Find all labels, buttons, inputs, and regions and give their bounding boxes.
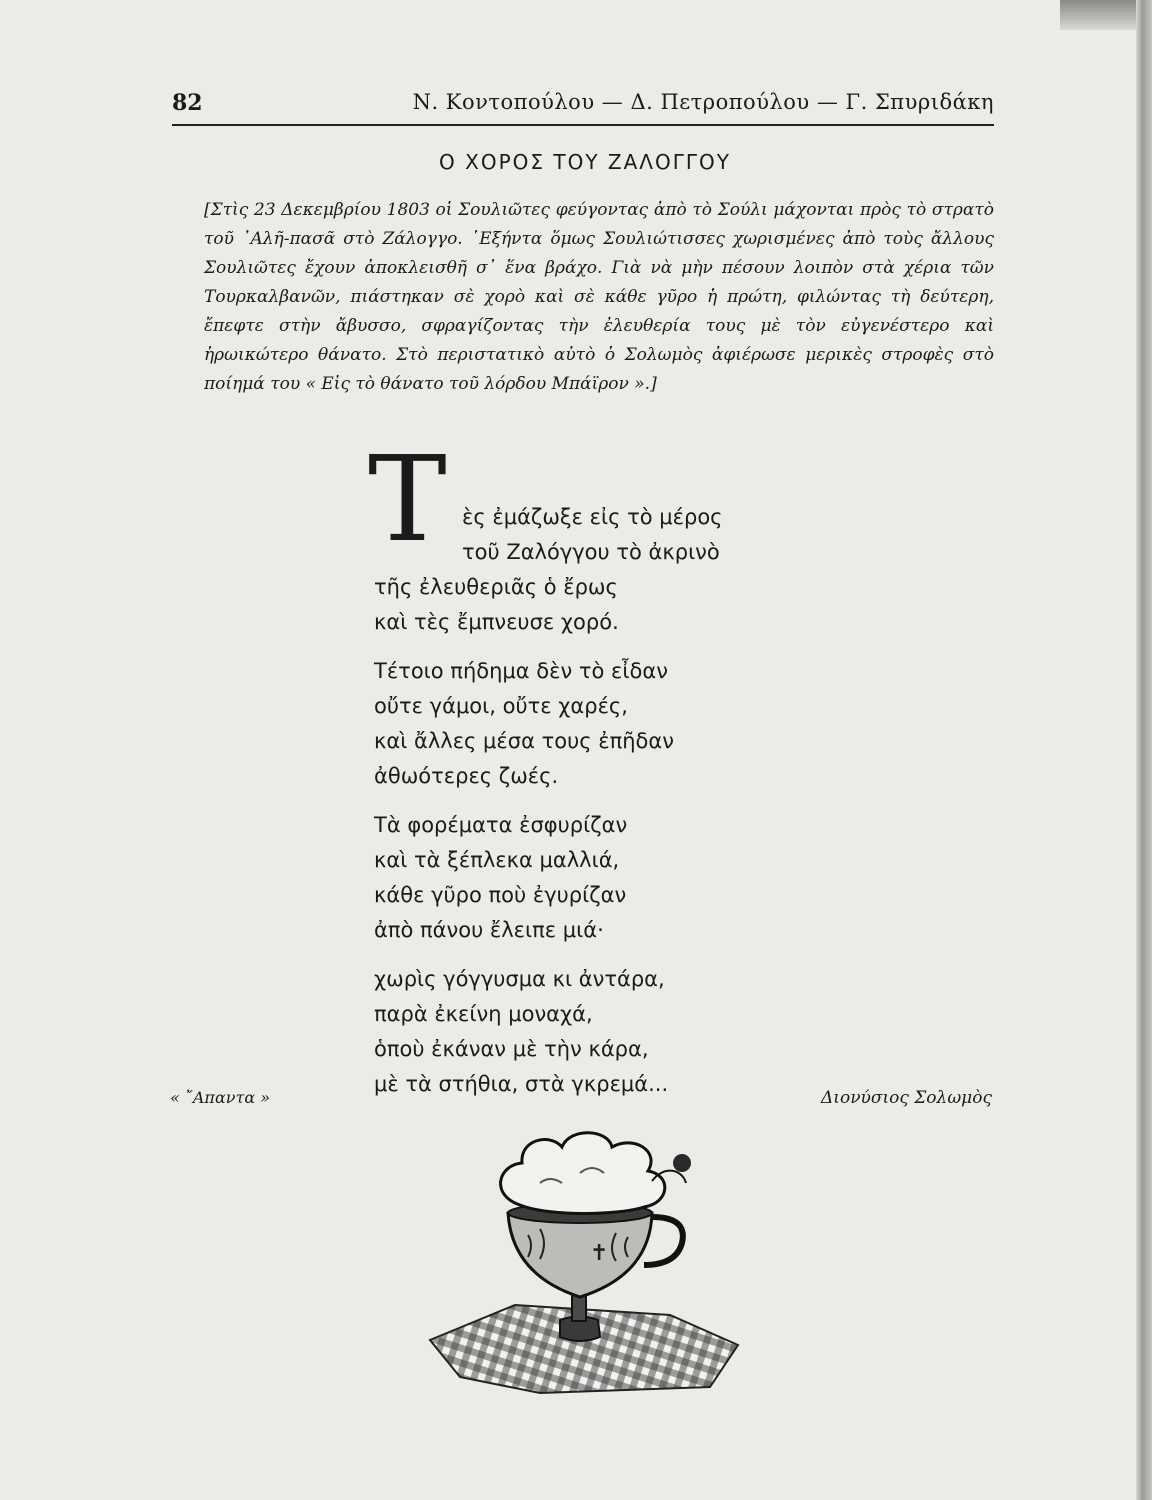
running-head-authors: Ν. Κοντοπούλου — Δ. Πετροπούλου — Γ. Σπυριδάκη xyxy=(412,90,994,114)
poem-body xyxy=(374,500,834,1116)
steaming-cup-illustration xyxy=(420,1125,740,1405)
source-citation: « ῎Απαντα » xyxy=(170,1088,271,1107)
verse-line: Τὰ φορέματα ἐσφυρίζαν xyxy=(374,813,628,837)
page-header xyxy=(172,88,994,126)
drop-cap: Τ xyxy=(368,430,447,568)
intro-paragraph: [Στὶς 23 Δεκεμβρίου 1803 οἱ Σουλιῶτες φεύγοντας ἀπὸ τὸ Σούλι μάχονται πρὸς τὸ στρατὸ τοῦ ᾿Αλῆ-πασᾶ στὸ Ζάλογγο. ῾Εξήντα ὅμως Σουλιώτισσες χωρισμένες ἀπὸ τοὺς ἄλλους Σουλιῶτες ἔχουν ἀποκλεισθῆ σ᾿ ἕνα βράχο. Γιὰ νὰ μὴν πέσουν λοιπὸν στὰ χέρια τῶν Τουρκαλβανῶν, πιάστηκαν σὲ χορὸ καὶ σὲ κάθε γῦρο ἡ πρώτη, φιλώντας τὴ δεύτερη, ἔπεφτε στὴν ἄβυσσο, σφραγίζοντας τὴν ἐλευθερία τους μὲ τὸν εὐγενέστερο καὶ ἡρωικώτερο θάνατο. Στὸ περιστατικὸ αὐτὸ ὁ Σολωμὸς ἀφιέρωσε μερικὲς στροφὲς στὸ ποίημά του « Εἰς τὸ θάνατο τοῦ λόρδου Μπάϊρον ».] xyxy=(204,200,994,394)
verse-line: Τέτοιο πήδημα δὲν τὸ εἶδαν xyxy=(374,659,668,683)
verse-line: ἀθωότερες ζωές. xyxy=(374,764,559,788)
poem-author: Διονύσιος Σολωμὸς xyxy=(821,1088,992,1108)
stanza-4 xyxy=(374,962,834,1102)
page-number: 82 xyxy=(172,90,203,116)
book-spine-edge xyxy=(1136,0,1152,1500)
verse-line: καὶ ἄλλες μέσα τους ἐπῆδαν xyxy=(374,729,674,753)
verse-line: χωρὶς γόγγυσμα κι ἀντάρα, xyxy=(374,967,665,991)
verse-line: μὲ τὰ στήθια, στὰ γκρεμά... xyxy=(374,1072,669,1096)
verse-line: τοῦ Ζαλόγγου τὸ ἀκρινὸ xyxy=(462,540,720,564)
verse-line: τῆς ἐλευθεριᾶς ὁ ἔρως xyxy=(374,575,618,599)
verse-line: ἀπὸ πάνου ἔλειπε μιά· xyxy=(374,918,604,942)
stanza-1 xyxy=(374,500,834,640)
poem-title: Ο ΧΟΡΟΣ ΤΟΥ ΖΑΛΟΓΓΟΥ xyxy=(439,150,731,174)
verse-line: κάθε γῦρο ποὺ ἐγυρίζαν xyxy=(374,883,627,907)
verse-line: παρὰ ἐκείνη μοναχά, xyxy=(374,1002,593,1026)
verse-line: καὶ τὰ ξέπλεκα μαλλιά, xyxy=(374,848,620,872)
stanza-3 xyxy=(374,808,834,948)
verse-line: ὲς ἐμάζωξε εἰς τὸ μέρος xyxy=(462,505,723,529)
verse-line: καὶ τὲς ἔμπνευσε χορό. xyxy=(374,610,619,634)
verse-line: οὔτε γάμοι, οὔτε χαρές, xyxy=(374,694,628,718)
verse-line: ὁποὺ ἐκάναν μὲ τὴν κάρα, xyxy=(374,1037,649,1061)
stanza-2 xyxy=(374,654,834,794)
svg-text:✝: ✝ xyxy=(590,1241,609,1266)
